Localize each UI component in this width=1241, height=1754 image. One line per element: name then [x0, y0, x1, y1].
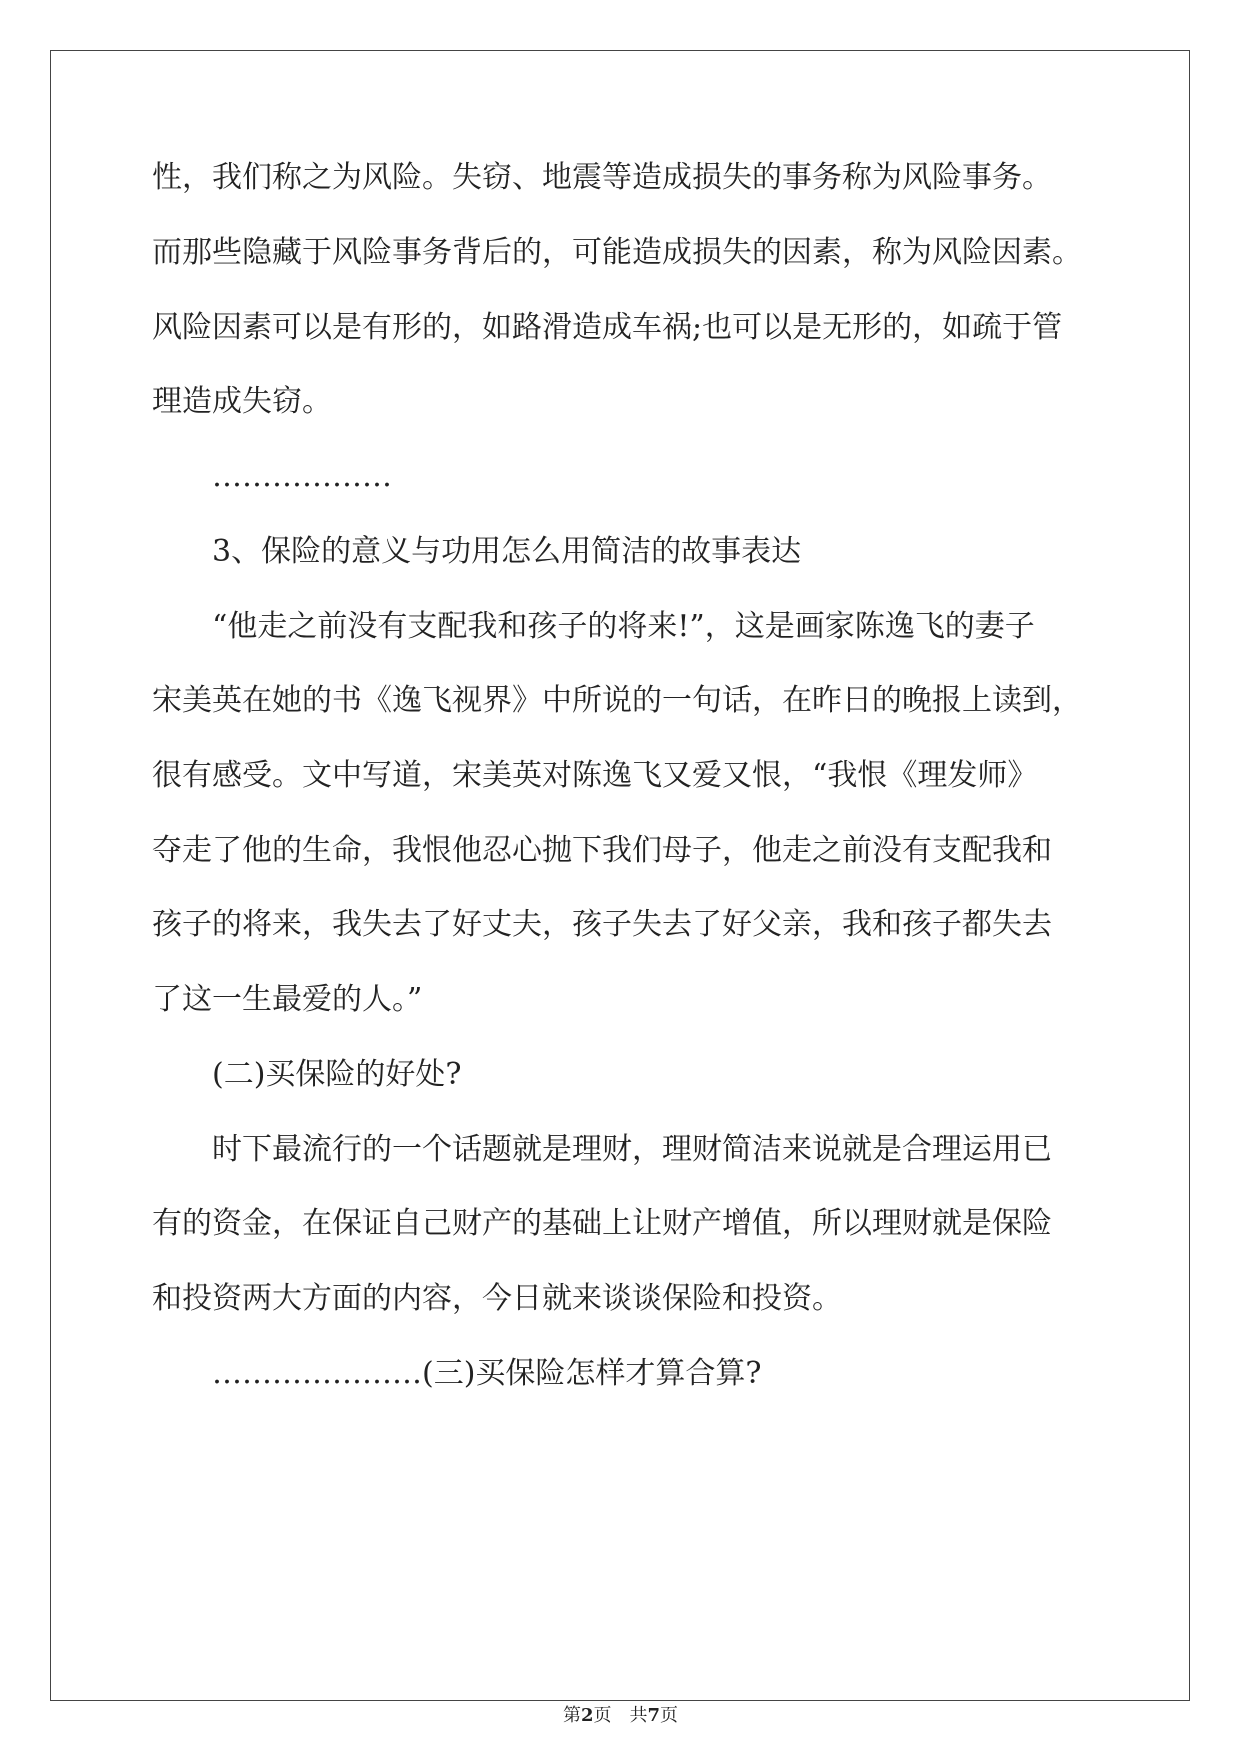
text-line: 了这一生最爱的人。” — [152, 982, 423, 1017]
text-line: 性，我们称之为风险。失窃、地震等造成损失的事务称为风险事务。 — [152, 160, 1052, 195]
text-line: 和投资两大方面的内容，今日就来谈谈保险和投资。 — [152, 1281, 842, 1316]
total-pages: 7 — [647, 1705, 661, 1726]
text-line: 夺走了他的生命，我恨他忍心抛下我们母子，他走之前没有支配我和 — [152, 833, 1052, 868]
text-line: 孩子的将来，我失去了好丈夫，孩子失去了好父亲，我和孩子都失去 — [152, 907, 1052, 942]
text-line: 时下最流行的一个话题就是理财，理财简洁来说就是合理运用已 — [212, 1132, 1052, 1167]
text-line: 有的资金，在保证自己财产的基础上让财产增值，所以理财就是保险 — [152, 1206, 1052, 1241]
section-heading: (二)买保险的好处? — [212, 1057, 462, 1092]
total-prefix: 共 — [629, 1705, 648, 1726]
text-line: “他走之前没有支配我和孩子的将来!”，这是画家陈逸飞的妻子 — [212, 609, 1035, 644]
section-heading: …………………(三)买保险怎样才算合算? — [212, 1356, 762, 1391]
page-suffix: 页 — [593, 1705, 612, 1726]
text-line: 而那些隐藏于风险事务背后的，可能造成损失的因素，称为风险因素。 — [152, 235, 1082, 270]
ellipsis-line: ……………… — [212, 459, 392, 494]
page-prefix: 第 — [562, 1705, 581, 1726]
text-line: 风险因素可以是有形的，如路滑造成车祸;也可以是无形的，如疏于管 — [152, 310, 1063, 345]
page-border — [50, 50, 1190, 1701]
text-line: 很有感受。文中写道，宋美英对陈逸飞又爱又恨，“我恨《理发师》 — [152, 758, 1038, 793]
text-line: 理造成失窃。 — [152, 384, 332, 419]
page-number: 2 — [580, 1705, 594, 1726]
page-footer — [0, 1704, 1241, 1728]
section-heading: 3、保险的意义与功用怎么用简洁的故事表达 — [212, 534, 802, 569]
total-suffix: 页 — [660, 1705, 679, 1726]
text-line: 宋美英在她的书《逸飞视界》中所说的一句话，在昨日的晚报上读到， — [152, 683, 1082, 718]
